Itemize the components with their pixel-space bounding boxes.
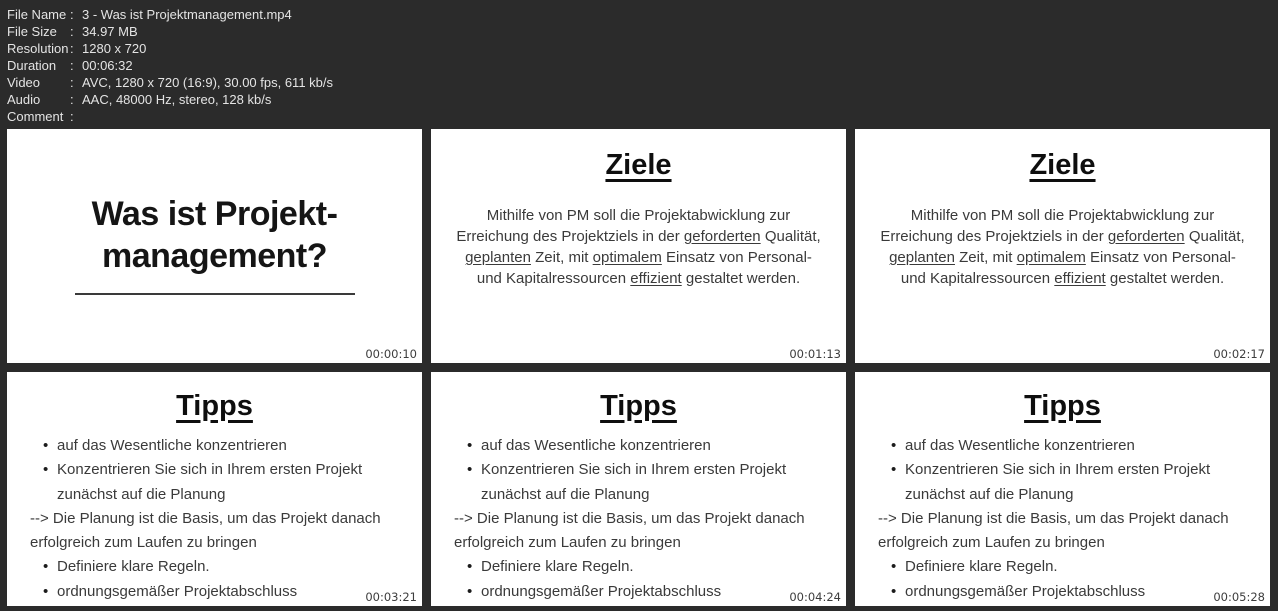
paragraph-segment-underlined: effizient — [1054, 270, 1106, 287]
meta-label: File Size — [7, 24, 57, 39]
paragraph-segment-underlined: effizient — [630, 270, 682, 287]
slide-heading-text: Tipps — [600, 390, 677, 422]
meta-separator: : — [70, 58, 74, 73]
tips-line — [7, 458, 422, 482]
paragraph-segment: Qualität, — [1184, 228, 1245, 245]
meta-row-file-size — [7, 23, 333, 40]
tips-line-text: Definiere klare Regeln. — [481, 558, 634, 576]
paragraph-segment-underlined: geplanten — [889, 249, 955, 266]
tips-line — [7, 580, 422, 604]
tips-line — [7, 531, 422, 555]
slide-heading — [431, 147, 846, 183]
meta-value: AAC, 48000 Hz, stereo, 128 kb/s — [82, 92, 272, 107]
tips-line — [855, 555, 1270, 579]
meta-label: Audio — [7, 92, 41, 107]
meta-row-comment — [7, 108, 333, 125]
tips-line-text: Definiere klare Regeln. — [57, 558, 210, 576]
tips-line — [7, 507, 422, 531]
slide-heading — [855, 388, 1270, 424]
meta-value: 3 - Was ist Projektmanagement.mp4 — [82, 7, 292, 22]
tips-line — [855, 434, 1270, 458]
frame-timestamp: 00:05:28 — [1213, 590, 1265, 604]
tips-line — [7, 555, 422, 579]
meta-value: 00:06:32 — [82, 58, 133, 73]
slide-heading — [431, 388, 846, 424]
thumbnail-grid — [7, 129, 1270, 606]
frame-timestamp: 00:02:17 — [1213, 347, 1265, 361]
tips-line — [431, 483, 846, 507]
paragraph-segment-underlined: optimalem — [1016, 249, 1086, 266]
tips-line-text: ordnungsgemäßer Projektabschluss — [905, 582, 1146, 600]
meta-separator: : — [70, 41, 74, 56]
tips-line-text: ordnungsgemäßer Projektabschluss — [57, 582, 298, 600]
paragraph-segment: Zeit, mit — [954, 249, 1017, 266]
paragraph-segment: Qualität, — [760, 228, 821, 245]
slide-paragraph — [855, 205, 1270, 289]
slide-heading — [7, 388, 422, 424]
paragraph-segment: gestaltet werden. — [681, 270, 801, 287]
thumbnail-frame-6 — [855, 372, 1270, 606]
meta-separator: : — [70, 75, 74, 90]
slide-heading — [855, 147, 1270, 183]
frame-timestamp: 00:04:24 — [789, 590, 841, 604]
tips-line — [855, 458, 1270, 482]
meta-separator: : — [70, 7, 74, 22]
paragraph-segment-underlined: optimalem — [592, 249, 662, 266]
slide-paragraph — [431, 205, 846, 289]
frame-timestamp: 00:00:10 — [365, 347, 417, 361]
tips-line-text: Konzentrieren Sie sich in Ihrem ersten Projekt — [905, 461, 1211, 479]
meta-separator: : — [70, 92, 74, 107]
frame-timestamp: 00:03:21 — [365, 590, 417, 604]
file-metadata-panel — [7, 6, 333, 125]
meta-row-video — [7, 74, 333, 91]
paragraph-segment-underlined: geplanten — [465, 249, 531, 266]
tips-line — [431, 458, 846, 482]
meta-label: Duration — [7, 58, 57, 73]
slide-heading-text: Tipps — [176, 390, 253, 422]
tips-list — [7, 434, 422, 604]
paragraph-segment: Mithilfe von PM soll die Projektabwicklung zur Erreichung des Projektziels in der — [880, 207, 1215, 245]
meta-row-resolution — [7, 40, 333, 57]
tips-line-text: zunächst auf die Planung — [481, 485, 650, 503]
tips-line-text: auf das Wesentliche konzentrieren — [481, 437, 711, 454]
tips-line — [7, 483, 422, 507]
tips-line — [855, 531, 1270, 555]
slide-heading-text: Ziele — [1029, 149, 1096, 181]
paragraph-segment: Mithilfe von PM soll die Projektabwicklung zur Erreichung des Projektziels in der — [456, 207, 791, 245]
meta-label: File Name — [7, 7, 67, 22]
tips-line — [431, 555, 846, 579]
tips-line — [431, 434, 846, 458]
tips-line-text: --> Die Planung ist die Basis, um das Projekt danach — [454, 509, 805, 527]
slide-heading-text: Ziele — [605, 149, 672, 181]
tips-line-text: erfolgreich zum Laufen zu bringen — [878, 534, 1105, 552]
slide-title-line1: Was ist Projekt- — [91, 195, 338, 233]
title-underline-rule — [75, 293, 355, 295]
tips-line — [431, 531, 846, 555]
meta-label: Resolution — [7, 41, 69, 56]
tips-line-text: zunächst auf die Planung — [57, 485, 226, 503]
meta-separator: : — [70, 109, 74, 124]
tips-line-text: --> Die Planung ist die Basis, um das Projekt danach — [878, 509, 1229, 527]
paragraph-segment-underlined: geforderten — [683, 228, 761, 245]
tips-line — [855, 507, 1270, 531]
meta-value: 34.97 MB — [82, 24, 138, 39]
meta-row-audio — [7, 91, 333, 108]
paragraph-segment: Einsatz von Personal- und Kapitalressourcen — [476, 249, 812, 287]
tips-line — [431, 580, 846, 604]
meta-separator: : — [70, 24, 74, 39]
slide-title — [7, 193, 422, 277]
meta-row-file-name — [7, 6, 333, 23]
meta-value: AVC, 1280 x 720 (16:9), 30.00 fps, 611 kb/s — [82, 75, 334, 90]
thumbnail-frame-2 — [431, 129, 846, 363]
meta-label: Video — [7, 75, 41, 90]
tips-line-text: zunächst auf die Planung — [905, 485, 1074, 503]
tips-line — [855, 483, 1270, 507]
thumbnail-frame-5 — [431, 372, 846, 606]
tips-line — [855, 580, 1270, 604]
tips-line-text: ordnungsgemäßer Projektabschluss — [481, 582, 722, 600]
meta-value: 1280 x 720 — [82, 41, 147, 56]
paragraph-segment-underlined: geforderten — [1107, 228, 1185, 245]
paragraph-segment: Zeit, mit — [530, 249, 593, 266]
tips-line-text: auf das Wesentliche konzentrieren — [57, 437, 287, 454]
thumbnail-frame-4 — [7, 372, 422, 606]
slide-heading-text: Tipps — [1024, 390, 1101, 422]
tips-list — [431, 434, 846, 604]
tips-line — [7, 434, 422, 458]
meta-label: Comment — [7, 109, 64, 124]
tips-line-text: Definiere klare Regeln. — [905, 558, 1058, 576]
tips-list — [855, 434, 1270, 604]
tips-line-text: Konzentrieren Sie sich in Ihrem ersten Projekt — [57, 461, 363, 479]
thumbnail-frame-1 — [7, 129, 422, 363]
meta-row-duration — [7, 57, 333, 74]
frame-timestamp: 00:01:13 — [789, 347, 841, 361]
tips-line-text: erfolgreich zum Laufen zu bringen — [30, 534, 257, 552]
tips-line — [431, 507, 846, 531]
paragraph-segment: gestaltet werden. — [1105, 270, 1225, 287]
tips-line-text: erfolgreich zum Laufen zu bringen — [454, 534, 681, 552]
tips-line-text: auf das Wesentliche konzentrieren — [905, 437, 1135, 454]
paragraph-segment: Einsatz von Personal- und Kapitalressourcen — [900, 249, 1236, 287]
thumbnail-frame-3 — [855, 129, 1270, 363]
slide-title-line2: management? — [102, 237, 327, 275]
tips-line-text: Konzentrieren Sie sich in Ihrem ersten Projekt — [481, 461, 787, 479]
tips-line-text: --> Die Planung ist die Basis, um das Projekt danach — [30, 509, 381, 527]
